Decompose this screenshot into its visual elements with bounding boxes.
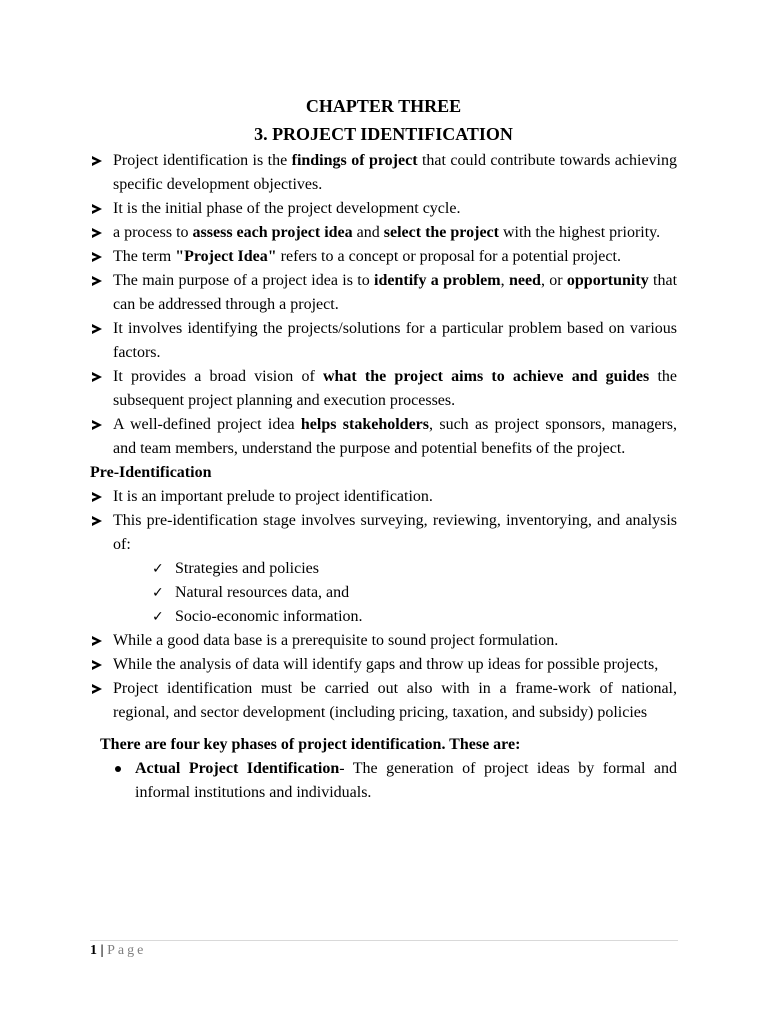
text-run: The term <box>113 248 176 265</box>
text-run: It provides a broad vision of <box>113 368 323 385</box>
list-item: This pre-identification stage involves surveying, reviewing, inventorying, and analysis of: <box>90 509 677 557</box>
text-run: A well-defined project idea <box>113 416 301 433</box>
check-item-text: Socio-economic information. <box>175 608 363 625</box>
bold-text: identify a problem <box>374 272 501 289</box>
phases-intro: There are four key phases of project identification. These are: <box>100 736 521 753</box>
list-item <box>90 197 677 221</box>
pre-identification-heading: Pre-Identification <box>90 464 212 481</box>
text-run: It involves identifying the projects/solutions for a particular problem based on various factors. <box>113 320 677 361</box>
check-list-item <box>152 605 677 629</box>
list-item: Project identification must be carried out also with in a frame-work of national, regional, and sector development (including pricing, taxation, and subsidy) policies <box>90 677 677 725</box>
phase-title: Actual Project Identification <box>135 760 340 777</box>
section-title: 3. PROJECT IDENTIFICATION <box>254 124 513 144</box>
bold-text: findings of project <box>291 152 418 169</box>
bold-text: need <box>508 272 541 289</box>
checkmark-icon: ✓ <box>152 609 164 625</box>
text-run: refers to a concept or proposal for a potential project. <box>276 248 621 265</box>
bold-text: "Project Idea" <box>175 248 277 265</box>
chapter-title: CHAPTER THREE <box>305 96 462 116</box>
list-item <box>90 413 677 461</box>
list-item <box>90 365 677 413</box>
text-run: that could contribute towards achieving specific development objectives. <box>113 152 677 193</box>
bold-text: assess each project idea <box>192 224 353 241</box>
footer-separator: | <box>97 943 108 958</box>
list-item: While the analysis of data will identify gaps and throw up ideas for possible projects, <box>90 653 677 677</box>
text-run: that can be addressed through a project. <box>113 272 678 313</box>
text-run: , or <box>540 272 567 289</box>
page-number: 1 <box>90 943 97 958</box>
checkmark-icon: ✓ <box>152 585 164 601</box>
bold-text: helps stakeholders <box>300 416 430 433</box>
pre-identification-list <box>90 485 677 557</box>
list-item <box>90 317 677 365</box>
check-item-text: Natural resources data, and <box>175 584 350 601</box>
text-run: with the highest priority. <box>498 224 661 241</box>
check-list-item <box>152 557 677 581</box>
page-content <box>90 92 677 805</box>
list-item: While a good data base is a prerequisite to sound project formulation. <box>90 629 677 653</box>
page-label: Page <box>107 943 147 958</box>
list-item: It is an important prelude to project identification. <box>90 485 677 509</box>
pre-identification-list-continued <box>90 629 677 725</box>
text-run: It is the initial phase of the project development cycle. <box>113 200 461 217</box>
main-bullet-list <box>90 149 677 461</box>
bold-text: select the project <box>383 224 499 241</box>
text-run: the subsequent project planning and execution processes. <box>113 368 677 409</box>
phase-item <box>112 757 677 805</box>
text-run: , <box>500 272 509 289</box>
bold-text: opportunity <box>566 272 649 289</box>
check-item-text: Strategies and policies <box>175 560 319 577</box>
list-item <box>90 245 677 269</box>
check-list-item <box>152 581 677 605</box>
bold-text: what the project aims to achieve and guides <box>322 368 650 385</box>
phases-list <box>90 757 677 805</box>
text-run: Project identification is the <box>113 152 292 169</box>
page-footer <box>90 941 146 961</box>
text-run: and <box>352 224 384 241</box>
list-item <box>90 149 677 197</box>
checklist <box>90 557 677 629</box>
text-run: , such as project sponsors, managers, and team members, understand the purpose and potential benefits of the project. <box>113 416 678 457</box>
text-run: The main purpose of a project idea is to <box>113 272 375 289</box>
footer-divider <box>90 940 678 941</box>
list-item <box>90 221 677 245</box>
checkmark-icon: ✓ <box>152 561 164 577</box>
text-run: a process to <box>113 224 193 241</box>
list-item <box>90 269 677 317</box>
phase-text: - The generation of project ideas by formal and informal institutions and individuals. <box>135 760 678 801</box>
